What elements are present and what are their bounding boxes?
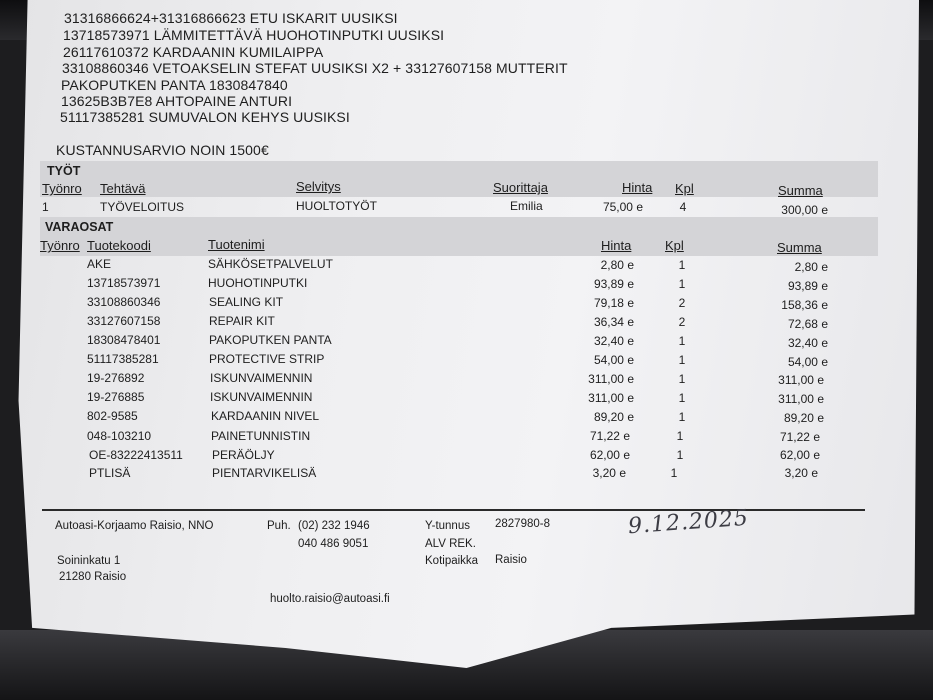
work-cell-performer: Emilia [510, 199, 543, 213]
part-code: AKE [87, 257, 112, 271]
alv-registration: ALV REK. [425, 538, 476, 550]
part-sum: 62,00 e [779, 448, 820, 462]
part-price: 62,00 e [589, 448, 630, 462]
work-header-sum: Summa [778, 183, 823, 198]
part-price: 2,80 e [600, 258, 634, 272]
part-name: KARDAANIN NIVEL [211, 409, 320, 423]
part-price: 3,20 e [592, 466, 626, 480]
part-code: 33127607158 [87, 314, 161, 328]
work-cell-price: 75,00 e [602, 200, 643, 214]
part-name: PAKOPUTKEN PANTA [209, 333, 332, 347]
part-code: 19-276885 [87, 390, 145, 404]
part-code: 18308478401 [87, 333, 161, 347]
part-code: PTLISÄ [89, 466, 131, 480]
parts-header-sum: Summa [777, 240, 822, 255]
part-code: OE-83222413511 [89, 448, 183, 462]
company-street: Soininkatu 1 [57, 555, 121, 567]
note-line: 13625B3B7E8 AHTOPAINE ANTURI [61, 93, 293, 109]
note-line: 31316866624+31316866623 ETU ISKARIT UUSIKSI [64, 10, 398, 26]
part-name: PROTECTIVE STRIP [209, 352, 325, 366]
work-header-task: Tehtävä [100, 181, 146, 196]
part-price: 54,00 e [593, 353, 634, 367]
work-header-desc: Selvitys [296, 179, 341, 194]
work-header-price: Hinta [622, 180, 653, 195]
part-sum: 32,40 e [787, 336, 828, 350]
work-section-title: TYÖT [47, 164, 81, 178]
parts-header-name: Tuotenimi [208, 237, 265, 252]
part-qty: 2 [678, 296, 686, 310]
part-qty: 1 [678, 277, 686, 291]
parts-header-price: Hinta [601, 238, 632, 253]
part-price: 311,00 e [588, 391, 634, 405]
note-line: 33108860346 VETOAKSELIN STEFAT UUSIKSI X2 + 33127607158 MUTTERIT [62, 60, 568, 76]
note-line: 13718573971 LÄMMITETTÄVÄ HUOHOTINPUTKI UUSIKSI [63, 27, 445, 43]
work-section-band [40, 161, 878, 197]
handwritten-date: 9.12.2025 [627, 505, 750, 540]
part-qty: 1 [678, 353, 686, 367]
work-cell-task: TYÖVELOITUS [100, 200, 185, 214]
part-sum: 3,20 e [784, 466, 818, 480]
part-qty: 1 [678, 391, 686, 405]
phone-secondary: 040 486 9051 [298, 538, 369, 550]
note-line: 26117610372 KARDAANIN KUMILAIPPA [63, 44, 324, 60]
part-name: ISKUNVAIMENNIN [210, 371, 313, 385]
part-price: 36,34 e [593, 315, 634, 329]
work-cell-desc: HUOLTOTYÖT [296, 199, 377, 213]
work-header-performer: Suorittaja [493, 180, 548, 195]
part-code: 33108860346 [87, 295, 161, 309]
work-header-no: Työnro [42, 181, 82, 196]
part-name: REPAIR KIT [209, 314, 275, 328]
part-sum: 72,68 e [787, 317, 828, 331]
part-price: 311,00 e [588, 372, 634, 386]
note-line: 51117385281 SUMUVALON KEHYS UUSIKSI [60, 109, 350, 125]
parts-section-band [40, 217, 878, 256]
email-address: huolto.raisio@autoasi.fi [270, 593, 390, 605]
part-price: 71,22 e [589, 429, 630, 443]
part-code: 19-276892 [87, 371, 145, 385]
part-qty: 1 [676, 448, 684, 462]
work-header-qty: Kpl [675, 181, 694, 196]
work-cell-sum: 300,00 e [781, 203, 828, 217]
parts-header-no: Työnro [40, 238, 80, 253]
kotipaikka-value: Raisio [495, 554, 527, 566]
ytunnus-value: 2827980-8 [495, 518, 550, 530]
part-qty: 1 [678, 334, 686, 348]
part-name: PIENTARVIKELISÄ [212, 466, 317, 480]
part-name: SEALING KIT [209, 295, 284, 309]
parts-header-code: Tuotekoodi [87, 238, 151, 253]
part-sum: 311,00 e [778, 373, 824, 387]
phone-label: Puh. [267, 520, 291, 532]
part-name: PAINETUNNISTIN [211, 429, 311, 443]
part-sum: 311,00 e [778, 392, 824, 406]
parts-section-title: VARAOSAT [45, 220, 114, 234]
part-code: 13718573971 [87, 276, 161, 290]
company-name: Autoasi-Korjaamo Raisio, NNO [55, 520, 214, 532]
part-qty: 1 [670, 466, 678, 480]
kotipaikka-label: Kotipaikka [425, 555, 479, 567]
phone-primary: (02) 232 1946 [298, 520, 370, 532]
part-qty: 1 [678, 372, 686, 386]
part-sum: 89,20 e [783, 411, 824, 425]
part-sum: 71,22 e [779, 430, 820, 444]
part-sum: 93,89 e [787, 279, 828, 293]
part-code: 51117385281 [87, 352, 159, 366]
cost-estimate: KUSTANNUSARVIO NOIN 1500€ [56, 142, 269, 158]
part-qty: 2 [678, 315, 686, 329]
work-cell-qty: 4 [679, 200, 687, 214]
part-name: SÄHKÖSETPALVELUT [208, 257, 333, 271]
part-price: 79,18 e [593, 296, 634, 310]
company-city: 21280 Raisio [59, 571, 127, 583]
part-price: 93,89 e [593, 277, 634, 291]
part-qty: 1 [678, 258, 686, 272]
note-line: PAKOPUTKEN PANTA 1830847840 [61, 77, 288, 93]
part-name: ISKUNVAIMENNIN [210, 390, 313, 404]
part-sum: 54,00 e [787, 355, 828, 369]
part-qty: 1 [676, 429, 684, 443]
part-code: 048-103210 [87, 429, 152, 443]
part-sum: 158,36 e [781, 298, 828, 312]
ytunnus-label: Y-tunnus [425, 520, 470, 532]
work-cell-no: 1 [42, 200, 49, 214]
parts-header-qty: Kpl [665, 238, 684, 253]
part-sum: 2,80 e [794, 260, 828, 274]
part-price: 32,40 e [593, 334, 634, 348]
part-name: PERÄÖLJY [212, 448, 275, 462]
part-qty: 1 [678, 410, 686, 424]
part-code: 802-9585 [87, 409, 138, 423]
part-name: HUOHOTINPUTKI [208, 276, 308, 290]
part-price: 89,20 e [593, 410, 634, 424]
